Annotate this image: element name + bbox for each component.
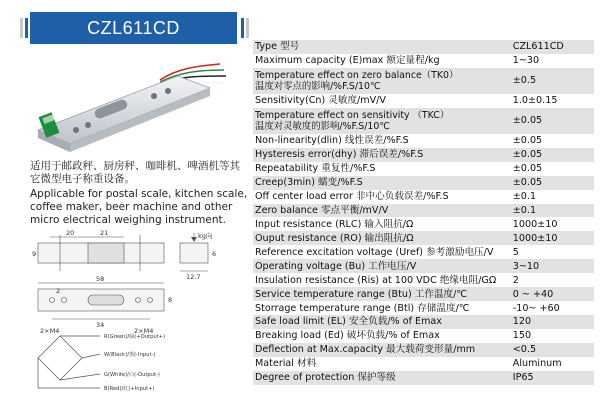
spec-row <box>253 245 594 259</box>
spec-row <box>253 357 594 371</box>
description-chinese: 适用于邮政秤、厨房秤、咖啡机、啤酒机等其它微型电子称重设备。 <box>30 160 240 185</box>
spec-row <box>253 68 594 94</box>
spec-param <box>253 259 511 273</box>
load-direction-label: kg向 <box>198 232 213 240</box>
spec-param-text: Operating voltage (Bu) 工作电压/V <box>255 260 417 272</box>
spec-row <box>253 134 594 148</box>
spec-value: ±0.05 <box>511 108 594 134</box>
dim-8: 8 <box>168 296 173 304</box>
description-english: Applicable for postal scale, kitchen scale, coffee maker, beer machine and other micro electrical weighing instrument. <box>30 188 248 226</box>
spec-param <box>253 54 511 68</box>
spec-value: -10~ +60 <box>511 301 594 315</box>
spec-param-text: Ouput resistance (RO) 输出阻抗/Ω <box>255 232 414 244</box>
spec-row <box>253 148 594 162</box>
spec-row <box>253 217 594 231</box>
spec-row <box>253 315 594 329</box>
spec-value: Aluminum <box>511 357 594 371</box>
spec-row <box>253 162 594 176</box>
spec-row <box>253 329 594 343</box>
spec-value: 1~30 <box>511 54 594 68</box>
spec-value: ±0.05 <box>511 148 594 162</box>
spec-param <box>253 301 511 315</box>
spec-value: 120 <box>511 315 594 329</box>
spec-param-text: Temperature effect on sensitivity （TKC） <box>255 109 450 121</box>
spec-param <box>253 68 511 94</box>
spec-param-text: Breaking load (Ed) 破坏负载/% of Emax <box>255 330 440 342</box>
spec-param-text: Reference excitation voltage (Uref) 参考激励电压/V <box>255 246 494 258</box>
spec-param-text: Service temperature range (Btu) 工作温度/℃ <box>255 288 468 300</box>
spec-row <box>253 190 594 204</box>
wiring-diagram <box>30 328 248 396</box>
spec-table-body <box>253 40 594 385</box>
spec-row <box>253 204 594 218</box>
spec-param <box>253 108 511 134</box>
banner-accent-left <box>20 18 23 38</box>
spec-param-text: Material 材料 <box>255 358 317 370</box>
spec-value: ±0.1 <box>511 204 594 218</box>
dim-6: 6 <box>212 250 217 258</box>
spec-param <box>253 329 511 343</box>
spec-param-text: Type 型号 <box>255 41 300 53</box>
spec-value: CZL611CD <box>511 40 594 54</box>
spec-value: 1000±10 <box>511 217 594 231</box>
dim-9: 9 <box>32 250 37 258</box>
spec-param-text-cn: 温度对灵敏度的影响/%F.S/10℃ <box>255 120 390 132</box>
banner-accent-right-2 <box>246 18 249 38</box>
wire-label-2: W(Black)/黑(-Input-) <box>104 352 156 358</box>
spec-param <box>253 217 511 231</box>
wire-label-4: B(Red)/红(+Input+) <box>104 386 155 392</box>
spec-param-text: Safe load limit (EL) 安全负载/% of Emax <box>255 316 442 328</box>
spec-param-text: Off center load error 非中心负载误差/%F.S <box>255 191 449 203</box>
spec-row <box>253 176 594 190</box>
spec-param <box>253 134 511 148</box>
spec-param <box>253 148 511 162</box>
spec-param <box>253 287 511 301</box>
spec-param-text: Hysteresis error(dhy) 滞后误差/%F.S <box>255 149 424 161</box>
spec-row <box>253 54 594 68</box>
dim-12-7: 12.7 <box>186 273 201 281</box>
spec-value: 5 <box>511 245 594 259</box>
spec-param-text: Deflection at Max.capacity 最大载荷变形量/mm <box>255 344 476 356</box>
spec-param <box>253 357 511 371</box>
spec-row <box>253 301 594 315</box>
spec-row <box>253 231 594 245</box>
dim-58: 58 <box>96 275 105 283</box>
spec-value: ±0.05 <box>511 176 594 190</box>
thread-right: 2×M4 <box>134 327 154 335</box>
spec-param-text-cn: 温度对零点的影响/%F.S/10℃ <box>255 80 381 92</box>
spec-param <box>253 176 511 190</box>
banner-accent-right <box>241 18 244 38</box>
spec-row <box>253 40 594 54</box>
spec-row <box>253 94 594 108</box>
load-cell-photo <box>28 58 238 156</box>
spec-value: ±0.5 <box>511 68 594 94</box>
spec-value: 3~10 <box>511 259 594 273</box>
spec-param <box>253 315 511 329</box>
spec-param <box>253 371 511 385</box>
dim-2: 2 <box>56 287 61 295</box>
wire-label-3: G(White)/白(-Output-) <box>104 372 160 378</box>
spec-value: 1000±10 <box>511 231 594 245</box>
spec-param <box>253 162 511 176</box>
spec-value: 1.0±0.15 <box>511 94 594 108</box>
spec-param-text: Creep(3min) 蠕变/%F.S <box>255 177 363 189</box>
spec-param-text: Insulation resistance (Ris) at 100 VDC 绝缘电阻/GΩ <box>255 274 497 286</box>
spec-param <box>253 40 511 54</box>
spec-value: 0 ~ +40 <box>511 287 594 301</box>
dim-34: 34 <box>96 321 105 329</box>
banner-accent-left-2 <box>25 18 28 38</box>
spec-param-text: Maximum capacity (E)max 额定量程/kg <box>255 55 440 67</box>
spec-param-text: Temperature effect on zero balance（TK0） <box>255 69 459 81</box>
spec-value: ±0.05 <box>511 162 594 176</box>
spec-param <box>253 273 511 287</box>
dim-20: 20 <box>66 229 75 237</box>
spec-value: 2 <box>511 273 594 287</box>
spec-param <box>253 245 511 259</box>
spec-row <box>253 287 594 301</box>
spec-value: ±0.1 <box>511 190 594 204</box>
spec-value: ±0.05 <box>511 134 594 148</box>
spec-row <box>253 371 594 385</box>
spec-param-text: Non-linearity(dlin) 线性误差/%F.S <box>255 135 409 147</box>
dimension-drawing <box>30 222 248 342</box>
spec-row <box>253 273 594 287</box>
spec-param-text: Degree of protection 保护等级 <box>255 372 396 384</box>
spec-table <box>253 40 594 385</box>
spec-param <box>253 343 511 357</box>
wire-label-1: R(Green)/绿(+Output+) <box>104 334 166 340</box>
spec-value: 150 <box>511 329 594 343</box>
spec-value: <0.5 <box>511 343 594 357</box>
thread-left: 2×M4 <box>40 327 60 335</box>
spec-param <box>253 190 511 204</box>
spec-param-text: Input resistance (RLC) 输入阻抗/Ω <box>255 218 414 230</box>
model-title: CZL611CD <box>87 18 180 38</box>
spec-param <box>253 204 511 218</box>
model-banner <box>30 12 237 44</box>
spec-row <box>253 259 594 273</box>
spec-param-text: Repeatability 重复性/%F.S <box>255 163 376 175</box>
spec-param-text: Zero balance 零点平衡/mV/V <box>255 204 389 216</box>
spec-param <box>253 94 511 108</box>
spec-param-text: Storrage temperature range (Btl) 存储温度/℃ <box>255 302 470 314</box>
spec-row <box>253 343 594 357</box>
spec-param-text: Sensitivity(Cn) 灵敏度/mV/V <box>255 95 386 107</box>
spec-row <box>253 108 594 134</box>
dim-21: 21 <box>100 229 109 237</box>
spec-value: IP65 <box>511 371 594 385</box>
spec-param <box>253 231 511 245</box>
